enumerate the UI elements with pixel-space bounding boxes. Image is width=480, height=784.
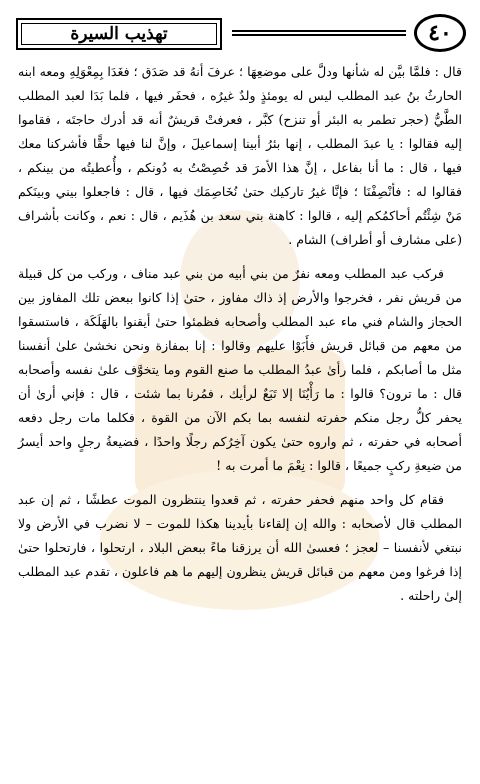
page-body [18,60,462,618]
paragraph: قال : فلمَّا بيَّن له شأنها ودلَّ على موضعِهَا ؛ عرفَ أنهُ قد صَدَق ؛ فغَدَا بِمِعْوَلِهِ ومعه ابنه الحارثُ بنُ عبد المطلب ليس له يومئذٍ ولدٌ غيرُه ، فحفَر فيها ، فلما بَدَا لعبد المطلب الطَّيُّ (حجر تطمر به البئر أو تنزح) كبَّر ، فعرفتْ قريشٌ أنه قد أدرك حاجتَه ، فقاموا إليه فقالوا : يا عبدَ المطلب ، إنها بئرُ أبينا إسماعيلَ ، وإنَّ لنا فيها حقًّا فأشركنا معك فيها ، قال : ما أنا بفاعل ، إنَّ هذا الأمرَ قد خُصِصْتُ به دُونكم ، وأُعطيتُه من بينكم ، فقالوا له : فأنْصِفْنَا ؛ فإنَّا غيرُ تاركيك حتىٰ نُخَاصِمَك فيها ، قال : فاجعلوا بيني وبينَكم مَنْ شِئْتُم أحاكمُكم إليه ، قالوا : كاهنة بني سعد بن هُذَيم ، قال : نعم ، وكانت بأشراف (على مشارف أو أطراف) الشام . [18,64,462,247]
book-title: تهذيب السيرة [70,24,168,44]
header-rule [232,30,406,36]
page-header [10,14,470,54]
page-number: ٤٠ [414,14,466,52]
book-title-box [16,18,222,50]
paragraph: فقام كل واحد منهم فحفر حفرته ، ثم قعدوا ينتظرون الموت عطشًا ، ثم إن عبد المطلب قال لأصحابه : والله إن إلقاءنا بأيدينا هكذا للموت – لا نضرب في الأرض ولا نبتغي لأنفسنا – لعجز ؛ فعسىٰ الله أن يرزقنا ماءً ببعض البلاد ، ارتحلوا ، فارتحلوا حتىٰ إذا فرغوا ومن معهم من قبائل قريش ينظرون إليهم ما هم فاعلون ، تقدم عبد المطلب إلىٰ راحلته . [18,492,462,603]
paragraph: فركب عبد المطلب ومعه نفرٌ من بني أبيه من بني عبد مناف ، وركب من كل قبيلة من قريش نفر ، فخرجوا والأرض إذ ذاك مفاوز ، حتىٰ إذا كانوا ببعض تلك المفاوز بين الحجاز والشام فني ماء عبد المطلب وأصحابه فظمئوا حتىٰ أيقنوا بالهَلَكَة ، فاستسقوا من معهم من قبائل قريش فأَبَوْا عليهم وقالوا : إنا بمفازة ونحن نخشىٰ علىٰ أنفسنا مثل ما أصابكم ، فلما رأىٰ عبدُ المطلب ما صنع القوم وما يتخوَّف علىٰ نفسه وأصحابه قال : ما ترون؟ قالوا : ما رَأْيُنَا إلا تَبَعٌ لرأيك ، فمُرنا بما شئت ، قال : فإني أرىٰ أن يحفر كلُّ رجل منكم حفرته لنفسه بما بكم الآن من القوة ، فكلما مات رجل دفعه أصحابه في حفرته ، ثم واروه حتىٰ يكون آخِرُكم رجلًا واحدًا ، فضيعةُ رجلٍ واحد أيسرُ من ضيعةِ ركبٍ جميعًا ، قالوا : نِعْمَ ما أمرت به ! [18,266,462,473]
